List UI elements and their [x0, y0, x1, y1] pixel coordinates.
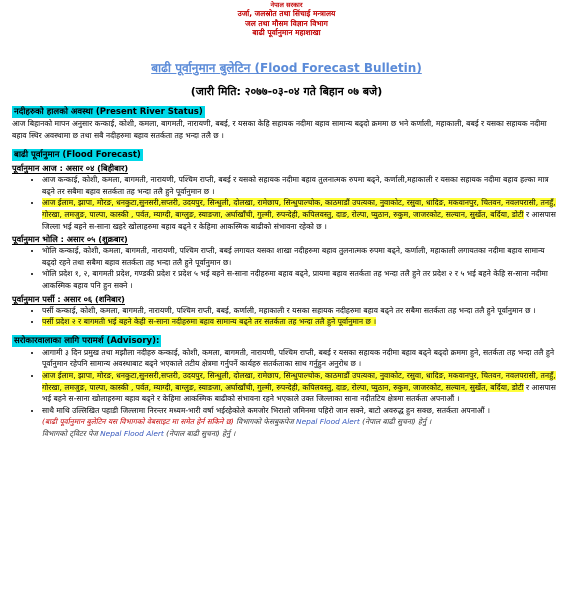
- list-item: • आगामी ३ दिन प्रमुख तथा मझौला नदीहरु कन्काई, कोशी, कमला, बागमती, नारायणी, पश्चिम राप्ती, बबई र यसका सहायक नदीमा बहाव बढ्ने बढ्दो क्रममा हुने, सतर्कता तह भन्दा तलै हुने पूर्वानुमान रहेपनि सामान्य अवस्थाबाट बढ्ने भएकाले तटीय क्षेत्रमा गर्नुपर्ने कार्यहरु सतर्कताका साथ गर्नुहुन अनुरोध छ ।: [42, 347, 561, 370]
- issue-date: (जारी मिति: २०७७-०३-०४ गते बिहान ०७ बजे): [190, 85, 383, 99]
- forecast-today-label: पूर्वानुमान आज : असार ०४ (बिहीबार): [12, 163, 129, 174]
- advisory-list: [12, 347, 561, 417]
- advisory-heading: सरोकारवालाका लागि परामर्श (Advisory):: [14, 335, 160, 346]
- highlighted-districts: आज ईलाम, झापा, मोरङ, धनकुटा,सुनसरी,सप्तरी, उदयपुर, सिन्धुली, दोलखा, रामेछाप, सिन्धुपाल्चोक, काठमाडौं उपत्यका, नुवाकोट, रसुवा, धादिङ, मकवानपुर, चितवन, नवलपरासी, तनहुँ, गोरखा, लमजुङ, पाल्पा, कास्की , पर्वत, म्याग्दी, बाग्लुङ, स्याङजा, अर्घाखाँची, गुल्मी, रुपन्देही, कपिलवस्तु, दाङ, रोल्पा, प्युठान, रुकुम, जाजरकोट, सल्यान, सुर्खेत, बर्दिया, डोटी: [42, 370, 556, 392]
- bulletin-title: बाढी पूर्वानुमान बुलेटिन (Flood Forecast Bulletin): [151, 61, 422, 76]
- river-status-heading: नदीहरुको हालको अवस्था (Present River Status): [14, 107, 203, 118]
- department-line: जल तथा मौसम विज्ञान विभाग: [245, 18, 328, 28]
- list-item: • आज ईलाम, झापा, मोरङ, धनकुटा,सुनसरी,सप्तरी, उदयपुर, सिन्धुली, दोलखा, रामेछाप, सिन्धुपाल्चोक, काठमाडौं उपत्यका, नुवाकोट, रसुवा, धादिङ, मकवानपुर, चितवन, नवलपरासी, तनहुँ, गोरखा, लमजुङ, पाल्पा, कास्की , पर्वत, म्याग्दी, बाग्लुङ, स्याङजा, अर्घाखाँची, गुल्मी, रुपन्देही, कपिलवस्तु, दाङ, रोल्पा, प्युठान, रुकुम, जाजरकोट, सल्यान, सुर्खेत, बर्दिया, डोटी र आसपास भई बहने स-साना खोलाहरुमा बहाव बढ्ने र केहिमा आकस्मिक बाढीको संभावना रहने भएकाले उक्त जिल्लाका साना नदीतटिय क्षेत्रमा सतर्कता अपनाऔं ।: [42, 370, 561, 405]
- gov-line: नेपाल सरकार: [270, 1, 303, 9]
- highlighted-districts: आज ईलाम, झापा, मोरङ, धनकुटा,सुनसरी,सप्तरी, उदयपुर, सिन्धुली, दोलखा, रामेछाप, सिन्धुपाल्चोक, काठमाडौं उपत्यका, नुवाकोट, रसुवा, धादिङ, मकवानपुर, चितवन, नवलपरासी, तनहुँ, गोरखा, लमजुङ, पाल्पा, कास्की , पर्वत, म्याग्दी, बाग्लुङ, स्याङजा, अर्घाखाँची, गुल्मी, रुपन्देही, कपिलवस्तु, दाङ, रोल्पा, प्युठान, रुकुम, जाजरकोट, सल्यान, सुर्खेत, बर्दिया, डोटी: [42, 198, 556, 220]
- forecast-heading: बाढी पूर्वानुमान (Flood Forecast): [14, 150, 141, 161]
- forecast-dayafter-label: पूर्वानुमान पर्सी : असार ०६ (शनिबार): [12, 293, 125, 304]
- twitter-link[interactable]: Nepal Flood Alert: [100, 428, 164, 438]
- forecast-tomorrow-label: पूर्वानुमान भोलि : असार ०५ (शुक्रबार): [12, 234, 128, 245]
- list-item: • भोलि कन्काई, कोशी, कमला, बागमती, नारायणी, पश्चिम राप्ती, बबई लगायत यसका शाखा नदीहरुमा बहाव तुलनात्मक रुपमा बढ्ने, कर्णाली, महाकाली लगायतका नदीमा बहाव सामान्य बढ्दो रहने तथा सबैमा बहाव सतर्कता तह भन्दा तलै हुने पूर्वानुमान छ।: [42, 245, 561, 268]
- list-item: • पर्सी कन्काई, कोशी, कमला, बागमती, नारायणी, पश्चिम राप्ती, बबई, कर्णाली, महाकाली र यसका सहायक नदीहरुमा बहाव बढ्ने तर सबैमा सतर्कता तह भन्दा तलै हुने पूर्वानुमान छ ।: [42, 305, 561, 317]
- facebook-link[interactable]: Nepal Flood Alert: [296, 417, 360, 427]
- forecast-today-list: [12, 174, 561, 232]
- bulletin-page: [0, 1, 573, 594]
- forecast-tomorrow-list: [12, 245, 561, 291]
- footer-note-2: विभागको ट्विटर पेज Nepal Flood Alert (नेपाल बाढी सुचना) हेर्नु ।: [42, 428, 236, 438]
- list-item: [42, 316, 561, 328]
- ministry-line: उर्जा, जलस्रोत तथा सिंचाई मन्त्रालय: [237, 9, 336, 19]
- letterhead: [12, 1, 561, 37]
- forecast-dayafter-list: [12, 305, 561, 328]
- footer-note-1: (बाढी पूर्वानुमान बुलेटिन यस विभागको वेबसाइट मा समेत हेर्न सकिने छ) विभागको फेसबुकपेज Nepal Flood Alert (नेपाल बाढी सुचना) हेर्नु ।: [42, 417, 432, 427]
- list-item: • आज ईलाम, झापा, मोरङ, धनकुटा,सुनसरी,सप्तरी, उदयपुर, सिन्धुली, दोलखा, रामेछाप, सिन्धुपाल्चोक, काठमाडौं उपत्यका, नुवाकोट, रसुवा, धादिङ, मकवानपुर, चितवन, नवलपरासी, तनहुँ, गोरखा, लमजुङ, पाल्पा, कास्की , पर्वत, म्याग्दी, बाग्लुङ, स्याङजा, अर्घाखाँची, गुल्मी, रुपन्देही, कपिलवस्तु, दाङ, रोल्पा, प्युठान, रुकुम, जाजरकोट, सल्यान, सुर्खेत, बर्दिया, डोटी र आसपास जिल्ला भई बहने स-साना खहरे खोलाहरुमा बहाव बढ्ने र केहिमा आकस्मिक बाढीको संभावना रहेको छ ।: [42, 197, 561, 232]
- list-item: • साथै माथि उल्लिखित पहाडी जिल्लामा निरन्तर मध्यम-भारी वर्षा भईरहेकोले कमजोर भिरालो जमिनमा पहिरो जान सक्ने, बाटो अवरुद्ध हुन सक्छ, सतर्कता अपनाऔं ।: [42, 405, 561, 417]
- list-item: • भोलि प्रदेश १, २, बागमती प्रदेश, गण्डकी प्रदेश र प्रदेश ५ भई बहने स-साना नदीहरुमा बहाव बढ्ने, प्रायमा बहाव सतर्कता तह भन्दा तलै हुने तर प्रदेश २ र ५ भई बहने केहि स-साना नदीमा आकस्मिक बहाव पनि हुन सक्ने ।: [42, 268, 561, 291]
- list-item: • आज कन्काई, कोशी, कमला, बागमती, नारायणी, पश्चिम राप्ती, बबई र यसको सहायक नदीमा बहाव तुलनात्मक रुपमा बढ्ने, कर्णाली,महाकाली र यसका सहायक नदीमा बहाव हल्का मात्र बढ्ने तर सबैमा बहाव सतर्कता तह भन्दा तलै हुने पूर्वानुमान छ ।: [42, 174, 561, 197]
- division-line: बाढी पूर्वानुमान महाशाखा: [252, 27, 321, 37]
- river-status-text: आज बिहानको मापन अनुसार कन्काई, कोशी, कमला, बागमती, नारायणी, बबई, र यसका केहि सहायक नदीमा बहाव सामान्य बढ्दो क्रममा छ भने कर्णाली, महाकाली, बबई र यसका सहायक नदीमा बहाव स्थिर अवस्थामा छ तथा सबै नदीहरुमा बहाव सतर्कता तह भन्दा तलै छ ।: [12, 119, 547, 141]
- highlighted-text: पर्सी प्रदेश २ र बागमती भई बहने केही स-साना नदीहरुमा बहाव सामान्य बढ्ने तर सतर्कता तह भन्दा तलै हुने पूर्वानुमान छ ।: [42, 317, 377, 327]
